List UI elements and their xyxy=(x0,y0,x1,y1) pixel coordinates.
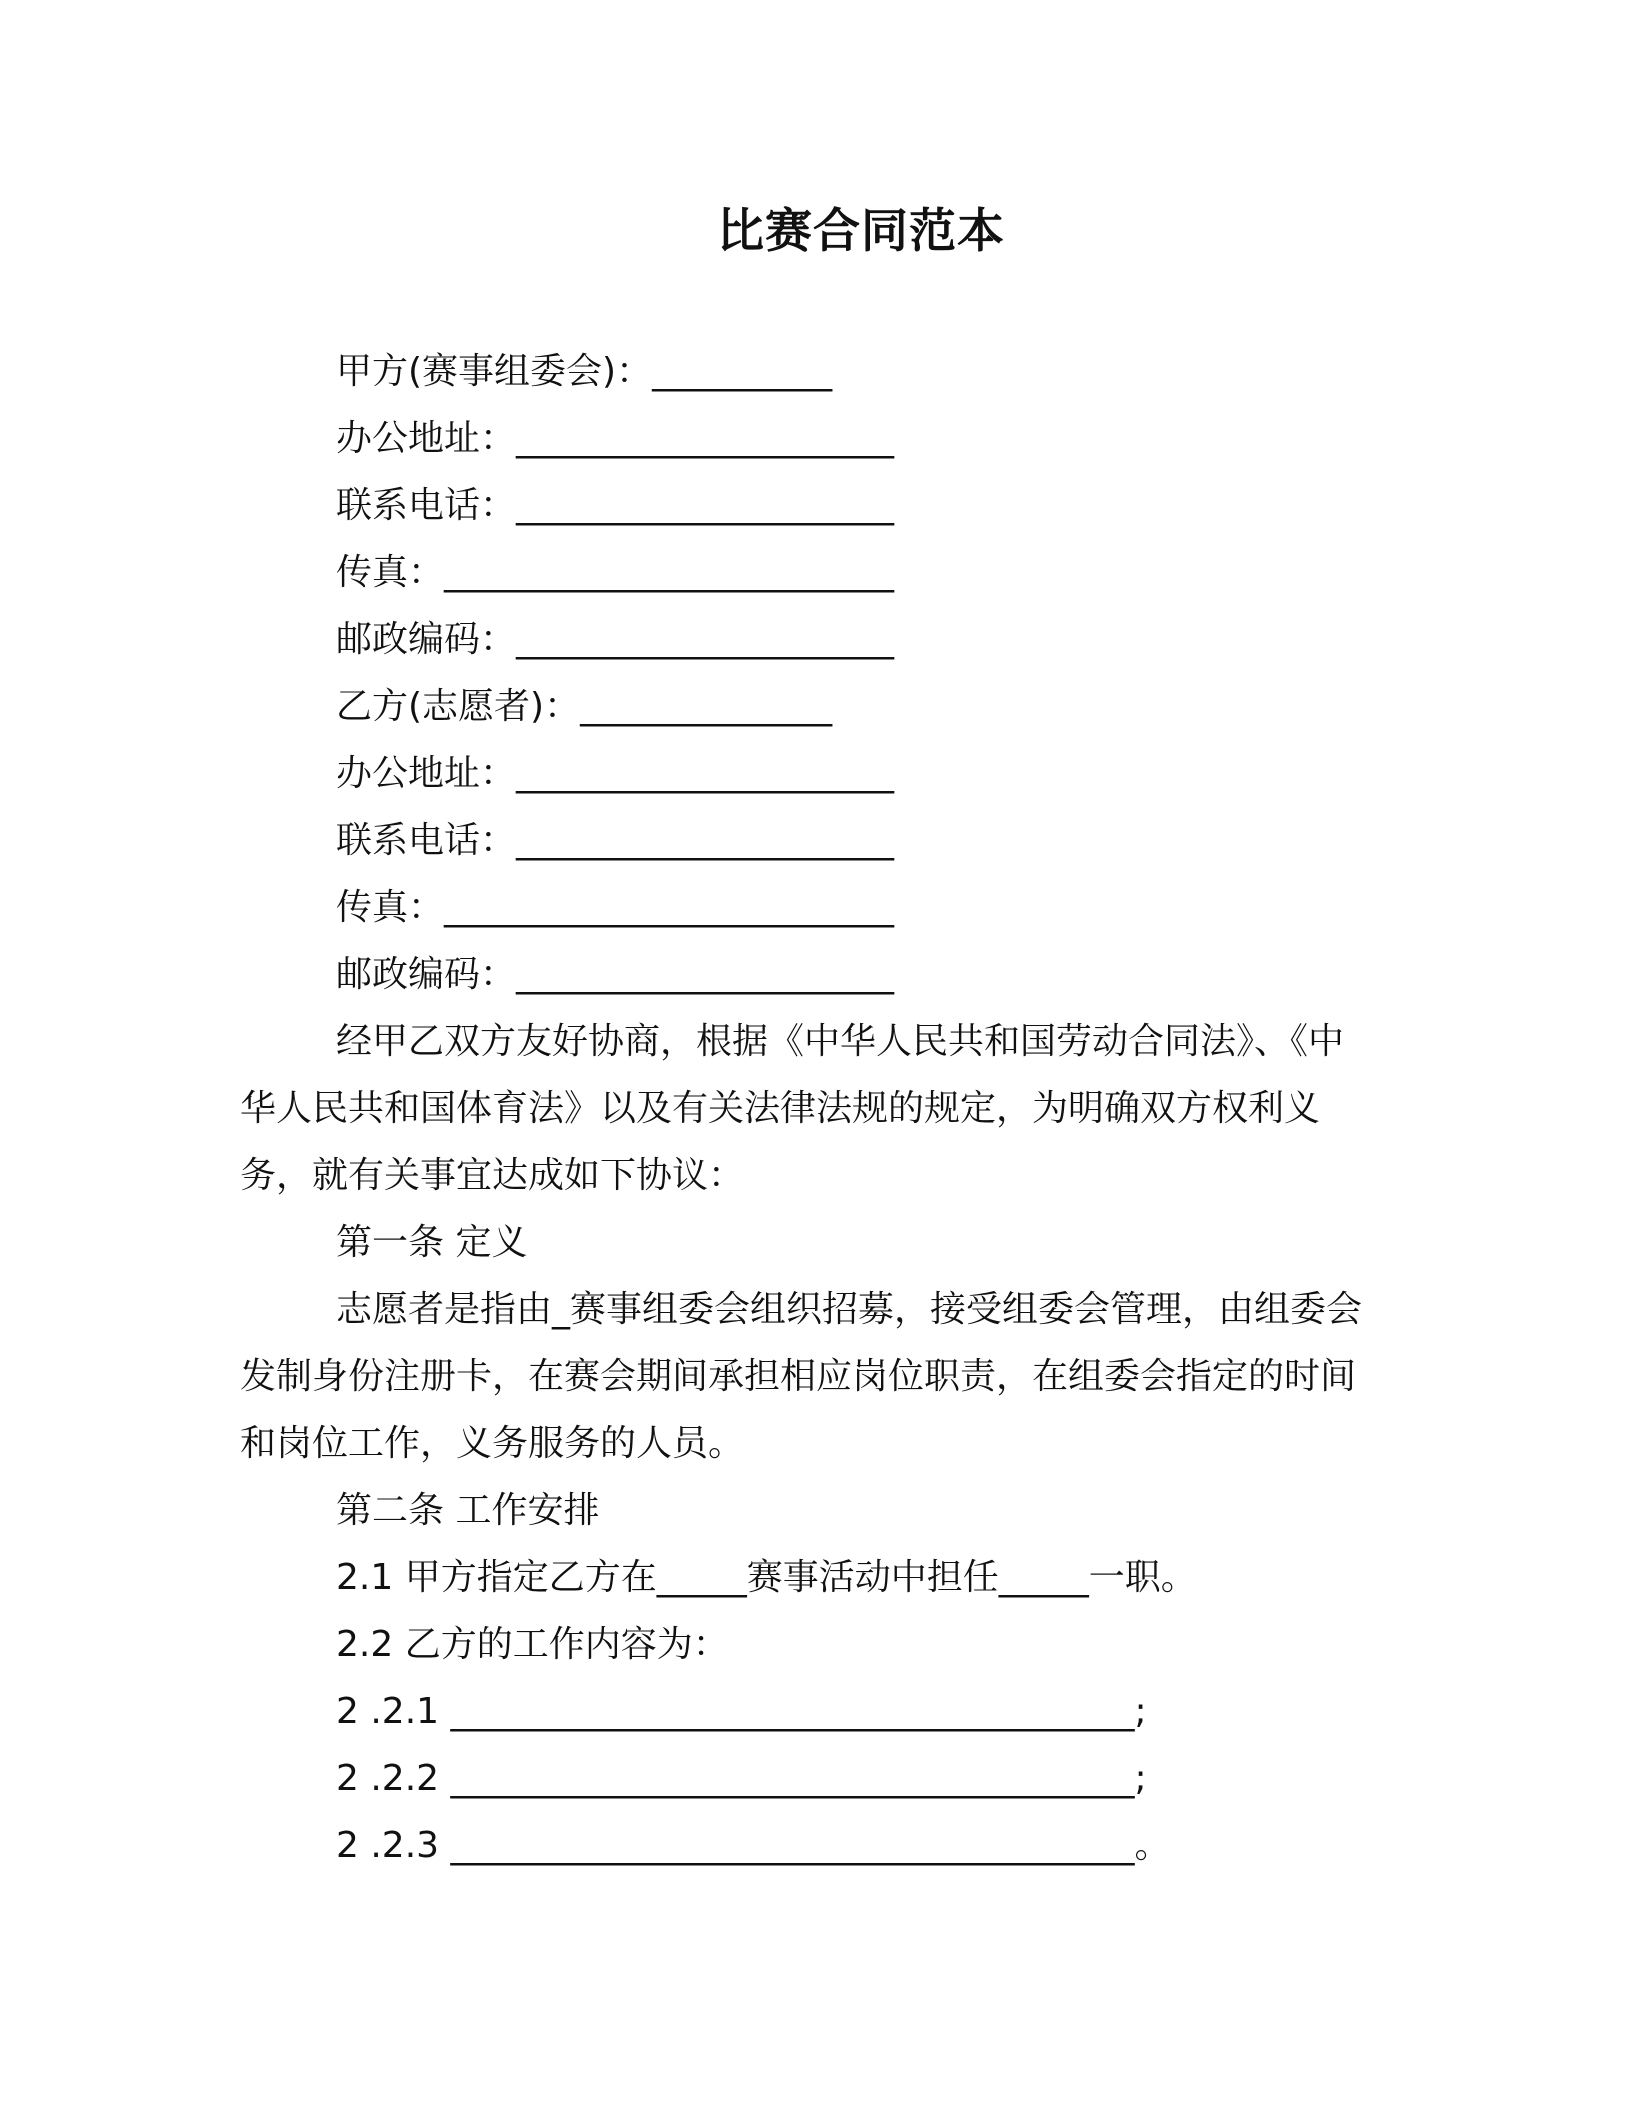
party-a-address: 办公地址：_____________________ xyxy=(336,418,895,459)
party-b-address: 办公地址：_____________________ xyxy=(336,753,895,794)
article-2-heading: 第二条 工作安排 xyxy=(336,1490,600,1531)
party-a-postcode: 邮政编码：_____________________ xyxy=(336,619,895,660)
item-2-2: 2.2 乙方的工作内容为： xyxy=(336,1624,729,1665)
item-2-2-2: 2 .2.2 ______________________________________; xyxy=(336,1758,1147,1799)
party-b-name: 乙方(志愿者)：______________ xyxy=(336,686,833,727)
item-2-2-1: 2 .2.1 ______________________________________; xyxy=(336,1691,1147,1732)
article-1-text: 志愿者是指由_赛事组委会组织招募，接受组委会管理，由组委会发制身份注册卡，在赛会期间承担相应岗位职责，在组委会指定的时间和岗位工作，义务服务的人员。 xyxy=(240,1289,1363,1464)
party-b-phone: 联系电话：_____________________ xyxy=(336,820,895,861)
party-b-fax: 传真：_________________________ xyxy=(336,887,895,928)
document-body xyxy=(240,338,1368,1879)
preamble-paragraph: 经甲乙双方友好协商，根据《中华人民共和国劳动合同法》、《中华人民共和国体育法》以及有关法律法规的规定，为明确双方权利义务，就有关事宜达成如下协议： xyxy=(240,1021,1345,1196)
article-1-heading: 第一条 定义 xyxy=(336,1222,528,1263)
item-2-2-3: 2 .2.3 ______________________________________。 xyxy=(336,1825,1171,1866)
party-a-phone: 联系电话：_____________________ xyxy=(336,485,895,526)
party-a-fax: 传真：_________________________ xyxy=(336,552,895,593)
item-2-1: 2.1 甲方指定乙方在_____赛事活动中担任_____一职。 xyxy=(336,1557,1197,1598)
document-title: 比赛合同范本 xyxy=(717,204,1005,259)
party-a-name: 甲方(赛事组委会)：__________ xyxy=(336,351,833,392)
party-b-postcode: 邮政编码：_____________________ xyxy=(336,954,895,995)
